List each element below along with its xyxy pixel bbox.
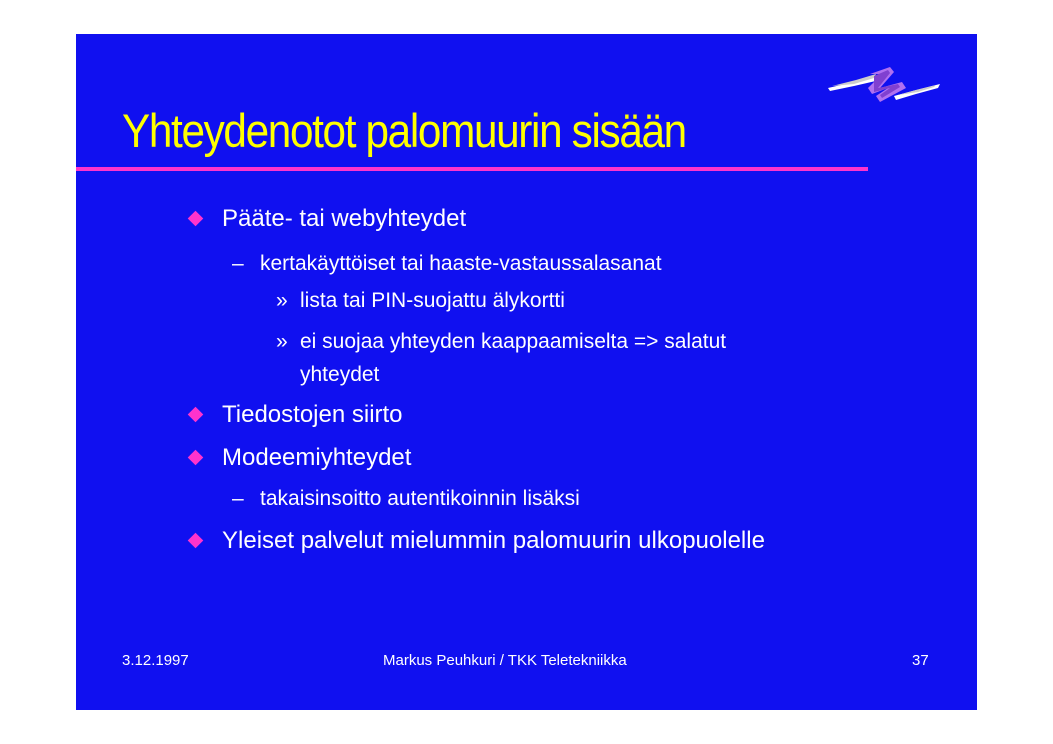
dash-marker: – (232, 252, 244, 275)
bullet-text: Pääte- tai webyhteydet (222, 205, 467, 232)
diamond-bullet-icon (188, 533, 204, 549)
diamond-bullet-icon (188, 407, 204, 423)
subsub-bullet-text: yhteydet (300, 363, 380, 386)
diamond-bullet-icon (188, 211, 204, 227)
sub-bullet-text: takaisinsoitto autentikoinnin lisäksi (260, 487, 580, 510)
raquo-marker: » (276, 330, 288, 353)
raquo-marker: » (276, 289, 288, 312)
footer-page-number: 37 (912, 652, 929, 669)
slide (76, 34, 977, 710)
sub-bullet-text: kertakäyttöiset tai haaste-vastaussalasanat (260, 252, 662, 275)
subsub-bullet-text: ei suojaa yhteyden kaappaamiselta => salatut (300, 330, 727, 353)
footer-date: 3.12.1997 (122, 652, 189, 669)
logo-icon (824, 62, 942, 108)
footer-author: Markus Peuhkuri / TKK Teletekniikka (383, 652, 627, 669)
diamond-bullet-icon (188, 450, 204, 466)
bullet-text: Yleiset palvelut mielummin palomuurin ulkopuolelle (222, 527, 765, 554)
title-rule (76, 167, 868, 171)
bullet-text: Tiedostojen siirto (222, 401, 403, 428)
bullet-text: Modeemiyhteydet (222, 444, 412, 471)
dash-marker: – (232, 487, 244, 510)
slide-title: Yhteydenotot palomuurin sisään (122, 104, 686, 157)
subsub-bullet-text: lista tai PIN-suojattu älykortti (300, 289, 565, 312)
